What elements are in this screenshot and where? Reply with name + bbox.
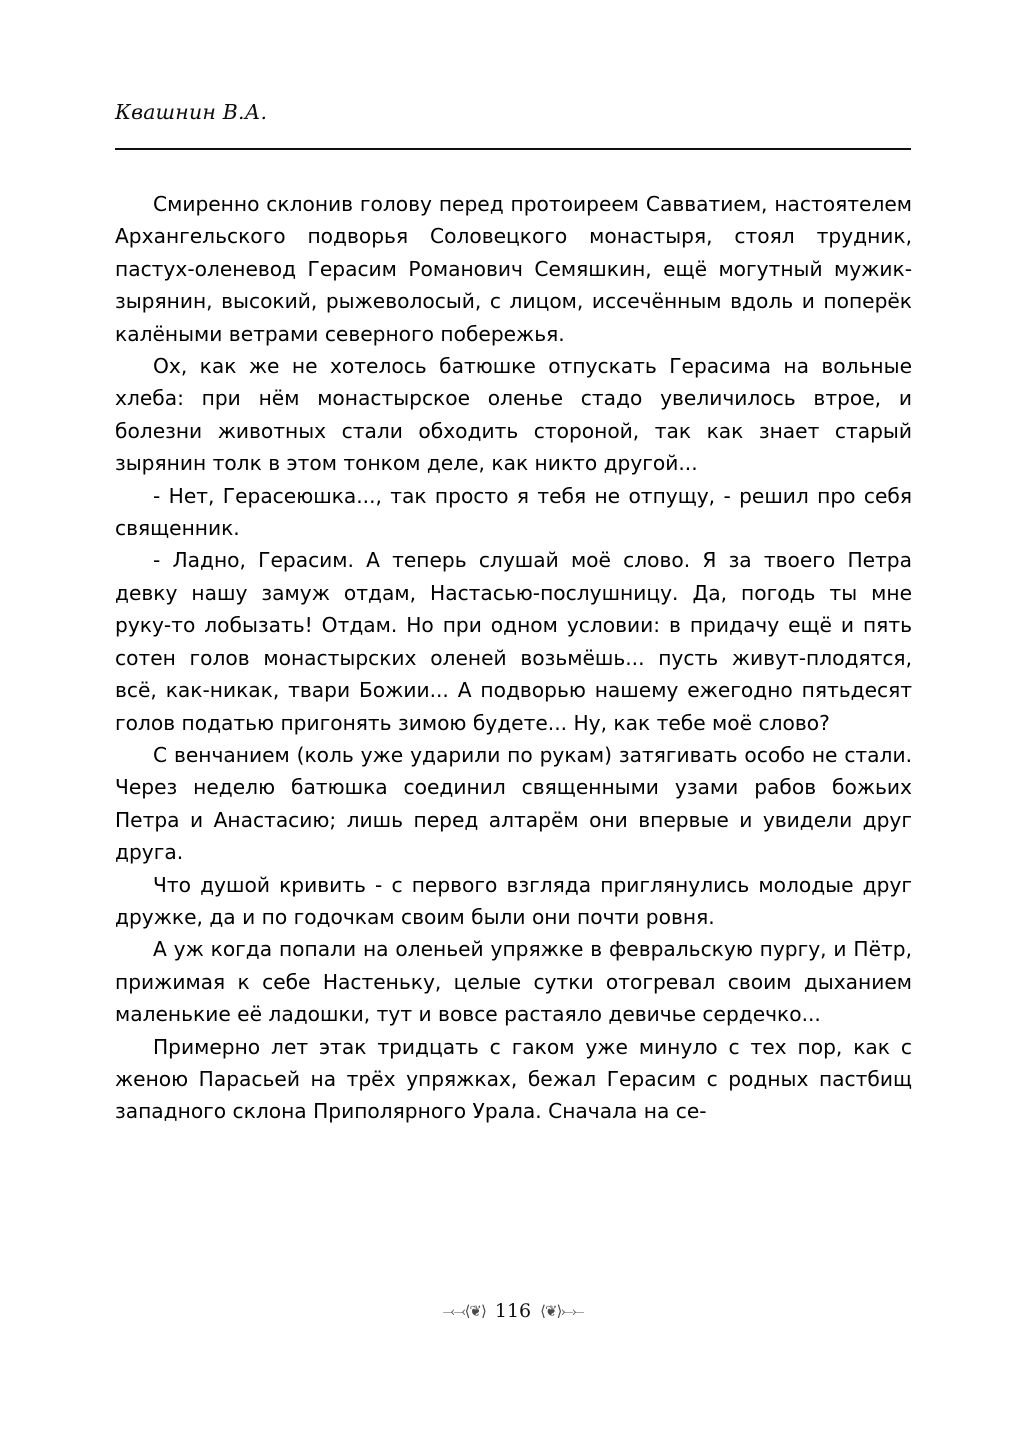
header-divider: [115, 148, 911, 150]
running-head: Квашнин В.А.: [115, 100, 268, 124]
paragraph: Примерно лет этак тридцать с гаком уже минуло с тех пор, как с женою Парасьей на трёх упряжках, бежал Герасим с родных пастбищ западного склона Приполярного Урала. Сначала на се-: [115, 1034, 912, 1124]
page-number: 116: [494, 1300, 532, 1322]
paragraph: - Ладно, Герасим. А теперь слушай моё слово. Я за твоего Петра девку нашу замуж отдам, Настасью-послушницу. Да, погодь ты мне руку-то лобызать! Отдам. Но при одном условии: в придачу ещё и пять сотен голов монастырских оленей возьмёшь... пусть живут-плодятся, всё, как-никак, твари Божии... А подворью нашему ежегодно пятьдесят голов податью пригонять зимою будете... Ну, как тебе моё слово?: [115, 548, 912, 735]
page-body: [115, 188, 912, 1128]
footer-ornament: [443, 1300, 584, 1322]
page-footer: [0, 1300, 1026, 1322]
ornament-right-icon: ⟨❦⟩⤚⤚: [540, 1302, 584, 1320]
page-header: [115, 100, 911, 125]
paragraph: Смиренно склонив голову перед протоиреем Савватием, настоятелем Архангельского подворья Соловецкого монастыря, стоял трудник, пастух-оленевод Герасим Романович Семяшкин, ещё могутный мужик-зырянин, высокий, рыжеволосый, с лицом, иссечённым вдоль и поперёк калёными ветрами северного побережья.: [115, 192, 912, 346]
paragraph: Что душой кривить - с первого взгляда приглянулись молодые друг дружке, да и по годочкам своим были они почти ровня.: [115, 872, 912, 929]
ornament-left-icon: ⤙⤙⟨❦⟩: [442, 1302, 486, 1320]
paragraph: А уж когда попали на оленьей упряжке в февральскую пургу, и Пётр, прижимая к себе Настеньку, целые сутки отогревал своим дыханием маленькие её ладошки, тут и вовсе растаяло девичье сердечко...: [115, 937, 912, 1027]
paragraph: Ох, как же не хотелось батюшке отпускать Герасима на вольные хлеба: при нём монастырское оленье стадо увеличилось втрое, и болезни животных стали обходить стороной, так как знает старый зырянин толк в этом тонком деле, как никто другой...: [115, 354, 912, 476]
paragraph: С венчанием (коль уже ударили по рукам) затягивать особо не стали. Через неделю батюшка соединил священными узами рабов божьих Петра и Анастасию; лишь перед алтарём они впервые и увидели друг друга.: [115, 742, 912, 865]
paragraph: - Нет, Герасеюшка..., так просто я тебя не отпущу, - решил про себя священник.: [115, 483, 912, 541]
